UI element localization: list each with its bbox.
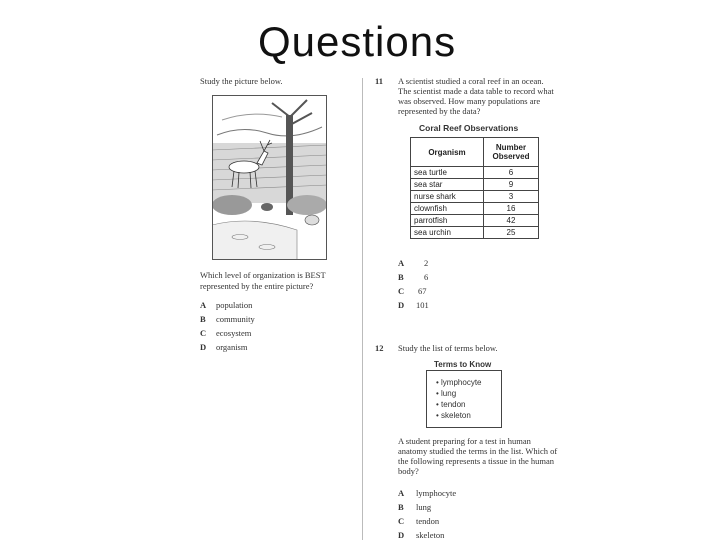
term-item: • lung xyxy=(436,389,457,398)
q12-choice-c-text: tendon xyxy=(416,516,440,526)
organism-cell: nurse shark xyxy=(411,191,484,203)
table-header-row xyxy=(411,138,539,167)
count-cell: 25 xyxy=(484,227,539,239)
q12-choice-c-letter: C xyxy=(398,516,405,526)
q10-choice-a-text: population xyxy=(216,300,253,310)
table-row xyxy=(411,215,539,227)
q11-choice-a-letter: A xyxy=(398,258,405,268)
q11-choice-c-text: 67 xyxy=(418,286,427,296)
q10-choice-d-text: organism xyxy=(216,342,248,352)
count-cell: 42 xyxy=(484,215,539,227)
q11-number: 11 xyxy=(375,76,384,86)
count-cell: 9 xyxy=(484,179,539,191)
q10-choice-b-letter: B xyxy=(200,314,206,324)
q10-choice-b-text: community xyxy=(216,314,255,324)
q11-choice-d-letter: D xyxy=(398,300,405,310)
picture-instruction: Study the picture below. xyxy=(200,76,283,86)
page-title: Questions xyxy=(258,18,457,65)
organism-cell: sea urchin xyxy=(411,227,484,239)
organism-header: Organism xyxy=(411,138,484,167)
table-row xyxy=(411,179,539,191)
q12-line-2: anatomy studied the terms in the list. Which of xyxy=(398,446,558,456)
q10-choice-c-text: ecosystem xyxy=(216,328,252,338)
picture-frame xyxy=(212,95,327,260)
q12-choice-a-text: lymphocyte xyxy=(416,488,457,498)
q11-choice-a-text: 2 xyxy=(424,258,429,268)
organism-cell: clownfish xyxy=(411,203,484,215)
number-header-line: Number xyxy=(495,143,527,152)
coral-table-title: Coral Reef Observations xyxy=(419,123,519,133)
q12-choice-a-letter: A xyxy=(398,488,405,498)
number-observed-header xyxy=(484,138,539,167)
q11-choice-d-text: 101 xyxy=(416,300,429,310)
q12-number: 12 xyxy=(375,343,384,353)
count-cell: 16 xyxy=(484,203,539,215)
q11-choice-c-letter: C xyxy=(398,286,405,296)
q11-line-2: The scientist made a data table to record what xyxy=(398,86,554,96)
q11-line-4: represented by the data? xyxy=(398,106,481,116)
q11-choice-b-letter: B xyxy=(398,272,404,282)
count-cell: 3 xyxy=(484,191,539,203)
q10-text-line-2: represented by the entire picture? xyxy=(200,281,314,291)
term-item: • lymphocyte xyxy=(436,378,482,387)
q10-choice-c-letter: C xyxy=(200,328,207,338)
q12-line-4: body? xyxy=(398,466,419,476)
q11-line-1: A scientist studied a coral reef in an ocean. xyxy=(398,76,544,86)
table-row xyxy=(411,191,539,203)
observed-header-line: Observed xyxy=(492,152,530,161)
terms-box-title: Terms to Know xyxy=(434,360,492,369)
q11-choice-b-text: 6 xyxy=(424,272,429,282)
q12-line-1: A student preparing for a test in human xyxy=(398,436,531,446)
q10-choice-a-letter: A xyxy=(200,300,207,310)
q12-choice-b-letter: B xyxy=(398,502,404,512)
organism-cell: parrotfish xyxy=(411,215,484,227)
organism-cell: sea star xyxy=(411,179,484,191)
q11-line-3: was observed. How many populations are xyxy=(398,96,541,106)
term-item: • tendon xyxy=(436,400,466,409)
q12-choice-d-letter: D xyxy=(398,530,405,540)
q10-text-line-1: Which level of organization is BEST xyxy=(200,270,326,280)
q12-line-3: the following represents a tissue in the human xyxy=(398,456,555,466)
q12-choice-b-text: lung xyxy=(416,502,432,512)
table-row xyxy=(411,203,539,215)
table-row xyxy=(411,227,539,239)
q10-choice-d-letter: D xyxy=(200,342,207,352)
count-cell: 6 xyxy=(484,167,539,179)
q12-choice-d-text: skeleton xyxy=(416,530,445,540)
table-row xyxy=(411,167,539,179)
column-divider xyxy=(362,78,363,540)
q12-intro: Study the list of terms below. xyxy=(398,343,498,353)
term-item: • skeleton xyxy=(436,411,471,420)
coral-reef-table xyxy=(410,137,539,239)
organism-cell: sea turtle xyxy=(411,167,484,179)
